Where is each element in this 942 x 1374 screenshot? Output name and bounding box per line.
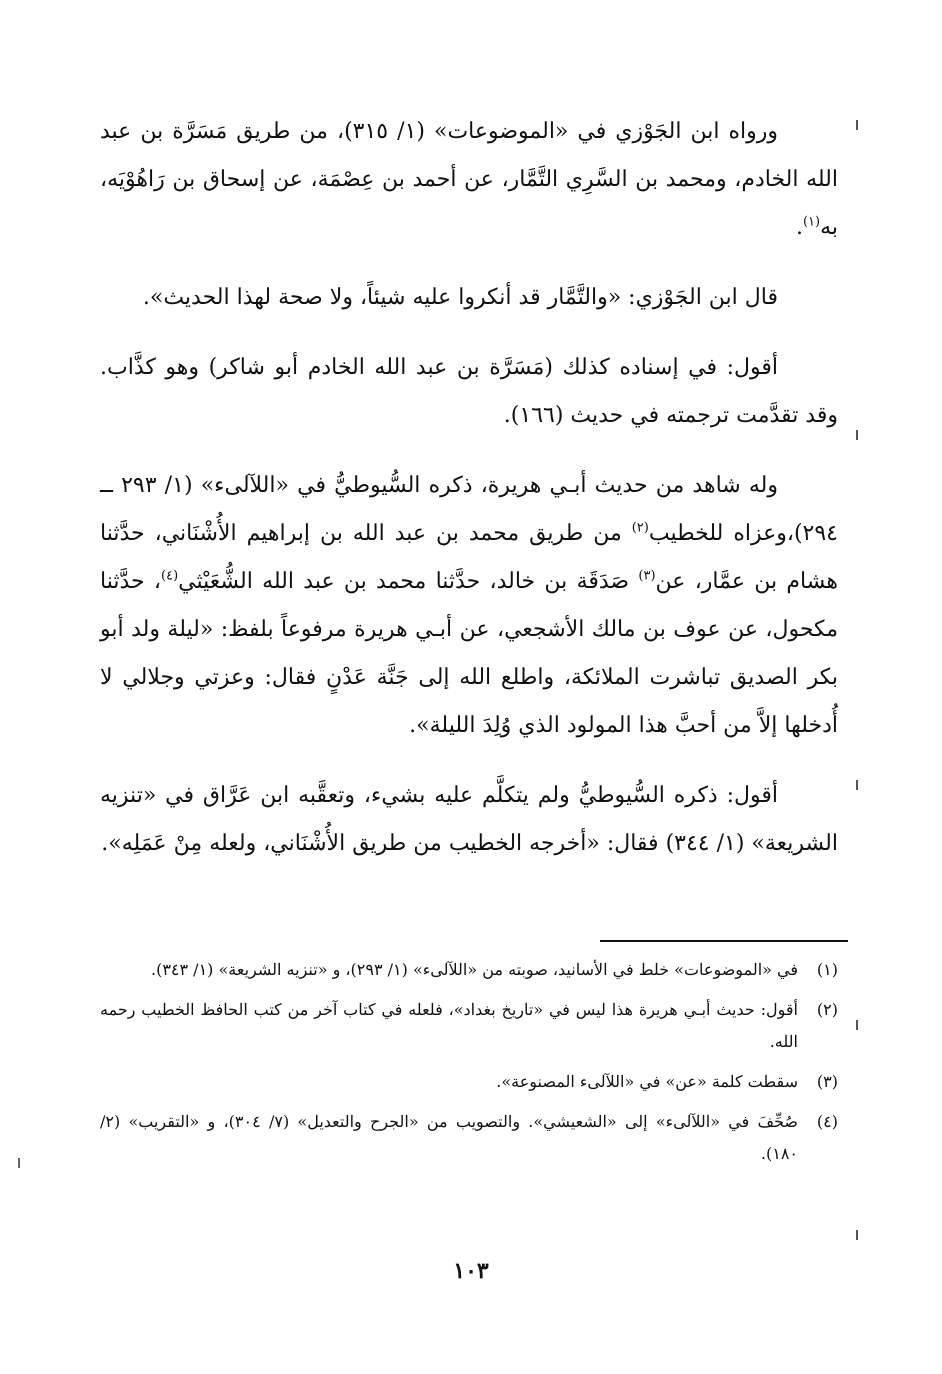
footnote-2-number: (٢) <box>816 1000 838 1019</box>
main-text <box>100 108 838 868</box>
margin-mark <box>18 1158 20 1168</box>
paragraph-4-part-1: وله شاهد من حديث أبـي هريرة، ذكره السُّيوطيُّ في «اللآلىء» (١/ ٢٩٣ ــ ٢٩٤)،وعزاه للخطيب <box>100 473 838 546</box>
margin-mark <box>856 430 858 440</box>
paragraph-4-part-4: ، حدَّثنا مكحول، عن عوف بن مالك الأشجعي، عن أبـي هريرة مرفوعاً بلفظ: «ليلة ولد أبو بكر الصديق تباشرت الملائكة، واطلع الله إلى جَنَّة عَدْنٍ فقال: وعزتي وجلالي لا أُدخلها إلاَّ من أحبَّ هذا المولود الذي وُلِدَ الليلة». <box>100 569 838 738</box>
paragraph-4-part-3: صَدَقَة بن خالد، حدَّثنا محمد بن عبد الله الشُّعَيْثي <box>178 569 639 594</box>
margin-mark <box>856 1230 858 1240</box>
footnote-1-text: في «الموضوعات» خلط في الأسانيد، صوبته من «اللآلىء» (١/ ٢٩٣)، و «تنزيه الشريعة» (١/ ٣٤٣). <box>150 960 798 979</box>
footnote-3 <box>100 1066 838 1098</box>
footnote-ref-3: (٣) <box>638 568 656 584</box>
paragraph-4-part-2: من طريق محمد بن عبد الله بن إبراهيم الأُشْنَاني، حدَّثنا هشام بن عمَّار، عن <box>100 521 838 594</box>
footnote-2 <box>100 994 838 1058</box>
footnotes <box>100 954 838 1178</box>
footnote-3-text: سقطت كلمة «عن» في «اللآلىء المصنوعة». <box>496 1072 798 1091</box>
paragraph-3: أقول: في إسناده كذلك (مَسَرَّة بن عبد الله الخادم أبو شاكر) وهو كذَّاب. وقد تقدَّمت ترجمته في حديث (١٦٦). <box>100 355 838 428</box>
footnote-1 <box>100 954 838 986</box>
footnote-1-number: (١) <box>816 960 838 979</box>
paragraph-2: قال ابن الجَوْزي: «والتَّمَّار قد أنكروا عليه شيئاً، ولا صحة لهذا الحديث». <box>142 285 778 310</box>
footnote-4 <box>100 1106 838 1170</box>
margin-mark <box>856 780 858 790</box>
paragraph-1-text: ورواه ابن الجَوْزي في «الموضوعات» (١/ ٣١٥)، من طريق مَسَرَّة بن عبد الله الخادم، ومحمد بن السَّرِي التَّمَّار، عن أحمد بن عِصْمَة، عن إسحاق بن رَاهُوْيَه، به <box>100 119 838 240</box>
footnote-4-number: (٤) <box>816 1112 838 1131</box>
paragraph-1 <box>100 108 838 252</box>
margin-mark <box>856 120 858 130</box>
paragraph-5: أقول: ذكره السُّيوطيُّ ولم يتكلَّم عليه بشيء، وتعقَّبه ابن عَرَّاق في «تنزيه الشريعة» (١/ ٣٤٤) فقال: «أخرجه الخطيب من طريق الأُشْنَاني، ولعله مِنْ عَمَلِه». <box>100 783 838 856</box>
footnote-3-number: (٣) <box>816 1072 838 1091</box>
footnote-2-text: أقول: حديث أبـي هريرة هذا ليس في «تاريخ بغداد»، فلعله في كتاب آخر من كتب الحافظ الخطيب رحمه الله. <box>100 1000 798 1051</box>
footnote-4-text: صُحِّفَ في «اللآلىء» إلى «الشعيشي». والتصويب من «الجرح والتعديل» (٧/ ٣٠٤)، و «التقريب» (٢/ ١٨٠). <box>100 1112 798 1163</box>
paragraph-1-tail: . <box>795 215 803 240</box>
footnote-ref-1: (١) <box>802 214 821 230</box>
footnote-separator <box>600 940 848 942</box>
footnote-ref-2: (٢) <box>631 520 649 536</box>
paragraph-4 <box>100 462 838 750</box>
margin-mark <box>856 1020 858 1030</box>
footnote-ref-4: (٤) <box>161 568 179 584</box>
page-number: ١٠٣ <box>453 1258 489 1284</box>
